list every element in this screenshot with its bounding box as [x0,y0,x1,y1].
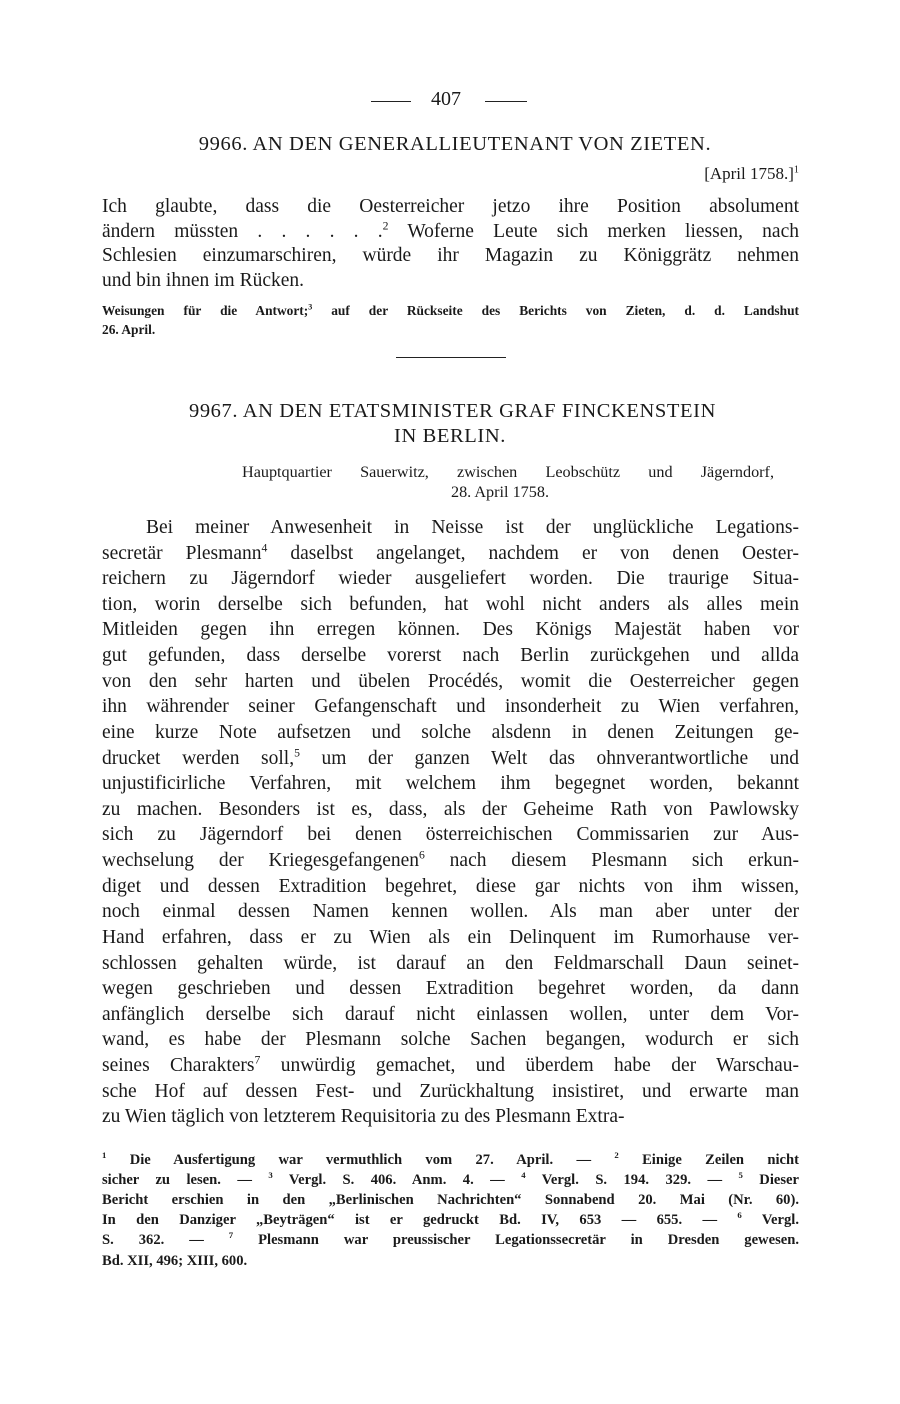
text-segment: secretär Plesmann [102,542,262,564]
text-segment: wechselung der Kriegesgefangenen [102,850,420,872]
text-segment: Dieser [742,1172,799,1189]
header-rule-left [371,101,411,102]
body-line [102,617,799,643]
text-segment: Weisungen für die Antwort; [102,303,309,318]
footnote-line [102,1251,799,1271]
text-segment: sich zu Jägerndorf bei denen österreichischen Commissarien zur Aus- [102,824,799,846]
text-segment: Die Ausfertigung war vermuthlich vom 27. April. — [106,1152,615,1168]
letter-2-heading-line-2: IN BERLIN. [394,425,506,447]
section-divider [396,357,506,358]
body-line [102,797,799,823]
text-segment: anfänglich derselbe sich darauf nicht einlassen wollen, unter dem Vor- [102,1003,799,1025]
note-line [102,302,799,319]
text-segment: und bin ihnen im Rücken. [102,270,305,292]
footnote-ref: 7 [228,1230,234,1241]
text-segment: gut gefunden, dass derselbe vorerst nach Berlin zurückgehen und allda [102,645,799,667]
footnote-line [102,1230,799,1250]
body-line [102,899,799,925]
text-segment: noch einmal dessen Namen kennen wollen. Als man aber unter der [102,901,799,923]
body-line [102,1053,799,1079]
text-segment: reichern zu Jägerndorf wieder ausgeliefert worden. Die traurige Situa- [102,568,799,590]
text-segment: S. 362. — [102,1232,229,1249]
footnote-ref: 2 [382,219,389,233]
body-line [102,1079,799,1105]
footnote-ref: 6 [737,1210,742,1221]
text-segment: 26. April. [102,321,156,337]
body-line [102,951,799,977]
text-segment: daselbst angelanget, nachdem er von denen Oester- [267,542,799,564]
body-line [102,643,799,669]
footnote-ref: 4 [261,541,268,555]
body-line [102,194,799,220]
text-segment: wand, es habe der Plesmann solche Sachen begangen, wodurch er sich [102,1029,799,1051]
letter-2-heading-line-1: 9967. AN DEN ETATSMINISTER GRAF FINCKENSTEIN [188,400,717,422]
text-segment: Woferne Leute sich merken liessen, nach [388,220,799,242]
body-line [102,874,799,900]
body-line [102,720,799,746]
footnote-ref: 7 [254,1053,261,1067]
letter-1-heading: 9966. AN DEN GENERALLIEUTENANT VON ZIETEN. [198,133,712,155]
text-segment: Einige Zeilen nicht [618,1152,799,1168]
text-segment: tion, worin derselbe sich befunden, hat wohl nicht anders als alles mein [102,593,799,615]
note-line [102,321,799,338]
footnote-line [102,1190,799,1210]
text-segment: Bericht erschien in den „Berlinischen Nachrichten“ Sonnabend 20. Mai (Nr. 60). [102,1192,799,1209]
text-segment: schlossen gehalten würde, ist darauf an den Feldmarschall Daun seinet- [102,952,799,974]
body-line [102,746,799,772]
body-line [102,925,799,951]
text-segment: Vergl. S. 194. 329. — [525,1172,739,1189]
header-rule-right [485,101,527,102]
text-segment: In den Danziger „Beyträgen“ ist er gedruckt Bd. IV, 653 — 655. — [102,1212,738,1229]
body-line [102,219,799,245]
text-segment: ändern müssten . . . . . . [102,220,383,242]
body-line [146,515,799,541]
body-line [102,243,799,269]
page-number: 407 [431,88,461,110]
footnote-line [102,1150,799,1170]
footnote-ref: 5 [294,746,300,760]
text-segment: unjustificirliche Verfahren, mit welchem ihm begegnet worden, bekannt [102,773,799,795]
body-line [102,822,799,848]
text-segment: unwürdig gemachet, und überdem habe der Warschau- [260,1055,799,1077]
text-segment: Plesmann war preussischer Legationssecretär in Dresden gewesen. [233,1232,799,1249]
body-line [102,694,799,720]
text-segment: zu Wien täglich von letzterem Requisitoria zu des Plesmann Extra- [102,1106,625,1128]
body-line [102,541,799,567]
text-segment: Schlesien einzumarschiren, würde ihr Magazin zu Königgrätz nehmen [102,245,799,267]
text-segment: auf der Rückseite des Berichts von Zieten, d. d. Landshut [312,303,799,318]
text-segment: ihn währender seiner Gefangenschaft und insonderheit zu Wien verfahren, [102,696,799,718]
body-line [102,976,799,1002]
text-segment: drucket werden soll, [102,747,295,769]
body-line [102,566,799,592]
letter-1-date [620,164,799,184]
body-line [102,771,799,797]
footnote-ref: 1 [793,164,799,176]
footnote-ref: 3 [268,1170,273,1181]
text-segment: Vergl. [741,1212,799,1229]
body-line [102,1002,799,1028]
letter-2-place: Hauptquartier Sauerwitz, zwischen Leobschütz und Jägerndorf, [242,463,774,481]
text-segment: Ich glaubte, dass die Oesterreicher jetzo ihre Position absolument [102,196,799,217]
text-segment: zu machen. Besonders ist es, dass, als der Geheime Rath von Pawlowsky [102,798,799,820]
footnote-ref: 3 [308,302,313,312]
footnote-ref: 4 [521,1170,526,1181]
text-segment: um der ganzen Welt das ohnverantwortliche und [299,747,799,769]
text-segment: Bd. XII, 496; XIII, 600. [102,1252,248,1269]
body-line [102,848,799,874]
footnote-line [102,1210,799,1230]
text-segment: Hand erfahren, dass er zu Wien als ein Delinquent im Rumorhause ver- [102,926,799,948]
text-segment: diget und dessen Extradition begehret, diese gar nichts von ihm wissen, [102,875,799,897]
footnote-marker: 2 [614,1150,619,1161]
body-line [102,268,799,294]
footnote-ref: 6 [419,848,425,862]
body-line [102,592,799,618]
text-segment: Vergl. S. 406. Anm. 4. — [272,1172,522,1189]
text-segment: eine kurze Note aufsetzen und solche alsdenn in denen Zeitungen ge- [102,721,799,743]
footnote-marker: 1 [102,1150,107,1161]
text-segment: sicher zu lesen. — [102,1172,269,1189]
footnote-line [102,1170,799,1190]
text-segment: Bei meiner Anwesenheit in Neisse ist der unglückliche Legations- [146,517,799,538]
body-line [102,1104,799,1130]
letter-1-date-text: [April 1758.] [704,164,794,183]
text-segment: sche Hof auf dessen Fest- und Zurückhaltung insistiret, und erwarte man [102,1080,799,1102]
text-segment: nach diesem Plesmann sich erkun- [424,850,799,872]
letter-2-date: 28. April 1758. [450,483,550,501]
body-line [102,1027,799,1053]
text-segment: Mitleiden gegen ihn erregen können. Des Königs Majestät haben vor [102,619,799,641]
body-line [102,669,799,695]
text-segment: seines Charakters [102,1055,255,1077]
footnote-ref: 5 [738,1170,743,1181]
text-segment: von den sehr harten und übelen Procédés, womit die Oesterreicher gegen [102,670,799,692]
text-segment: wegen geschrieben und dessen Extradition begehret worden, da dann [102,978,799,1000]
